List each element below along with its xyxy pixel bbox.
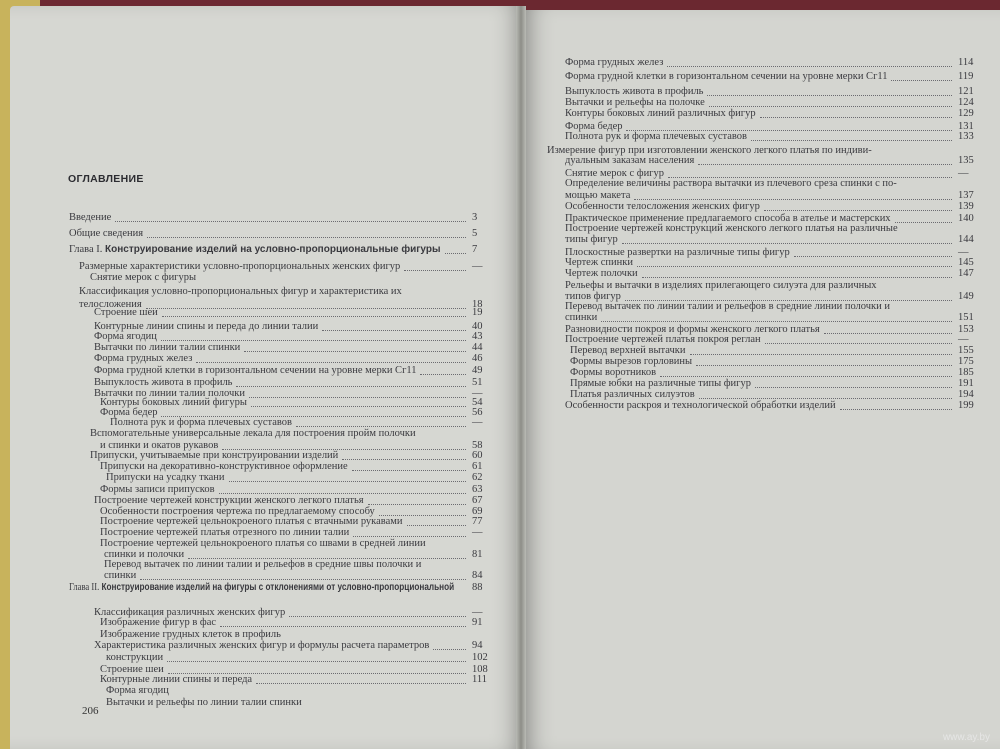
toc-entry-title: и спинки и окатов рукавов — [100, 440, 219, 451]
toc-entry — [94, 353, 192, 364]
dot-leader — [707, 94, 952, 96]
dot-leader — [690, 353, 952, 355]
dot-leader — [219, 492, 466, 494]
dot-leader — [256, 682, 466, 684]
toc-page-number: 137 — [958, 190, 974, 201]
toc-page-number: — — [472, 261, 483, 272]
toc-page-number: 133 — [958, 131, 974, 142]
toc-entry — [565, 131, 747, 142]
toc-entry-title: Особенности раскроя и технологической обработки изделий — [565, 400, 836, 411]
toc-entry — [104, 570, 136, 581]
toc-page-number: 145 — [958, 257, 974, 268]
toc-page-number: 61 — [472, 461, 483, 472]
toc-entry — [570, 367, 656, 378]
dot-leader — [404, 269, 466, 271]
toc-entry-title: Выпуклость живота в профиль — [94, 377, 233, 388]
toc-entry-title: Практическое применение предлагаемого способа в ателье и мастерских — [565, 213, 891, 224]
dot-leader — [445, 252, 466, 254]
toc-page-number: 94 — [472, 640, 483, 651]
toc-entry-title: Особенности построения чертежа по предлагаемому способу — [100, 506, 375, 517]
dot-leader — [162, 315, 466, 317]
dot-leader — [222, 448, 466, 450]
toc-page-number: 124 — [958, 97, 974, 108]
toc-entry — [565, 400, 836, 411]
dot-leader — [244, 350, 466, 352]
toc-entry-title: Полнота рук и форма плечевых суставов — [565, 131, 747, 142]
toc-entry-title: дуальным заказам населения — [565, 155, 695, 166]
toc-entry — [94, 342, 240, 353]
dot-leader — [765, 342, 952, 344]
toc-page-number: 153 — [958, 324, 974, 335]
dot-leader — [895, 221, 952, 223]
dot-leader — [764, 209, 952, 211]
toc-page-number: 91 — [472, 617, 483, 628]
toc-entry-title: Выпуклость живота в профиль — [565, 86, 704, 97]
toc-entry — [100, 617, 216, 628]
toc-entry — [565, 57, 663, 68]
toc-entry — [565, 190, 630, 201]
toc-page-number: 135 — [958, 155, 974, 166]
toc-entry — [100, 461, 348, 472]
toc-page-number: — — [958, 334, 969, 345]
dot-leader — [625, 299, 952, 301]
toc-entry — [90, 450, 338, 461]
toc-entry-title: Форма грудной клетки в горизонтальном сечении на уровне мерки Сг11 — [94, 365, 417, 376]
toc-entry — [565, 155, 694, 166]
dot-leader — [751, 139, 952, 141]
toc-page-number: 62 — [472, 472, 483, 483]
toc-page-number: 119 — [958, 71, 974, 82]
toc-page-number: 3 — [472, 212, 478, 223]
toc-entry — [570, 345, 686, 356]
dot-leader — [161, 415, 466, 417]
toc-entry — [106, 697, 302, 708]
dot-leader — [220, 625, 466, 627]
dot-leader — [660, 375, 952, 377]
dot-leader — [146, 307, 466, 309]
dot-leader — [709, 105, 952, 107]
toc-page-number: 77 — [472, 516, 483, 527]
dot-leader — [667, 65, 952, 67]
toc-entry-title: Классификация условно-пропорциональных фигур и характеристика их — [79, 286, 402, 297]
toc-page-number: 81 — [472, 549, 483, 560]
toc-entry — [106, 685, 169, 696]
toc-entry — [100, 527, 349, 538]
dot-leader — [601, 320, 952, 322]
toc-entry-title: Определение величины раствора вытачки из плечевого среза спинки с по- — [565, 178, 897, 189]
toc-entry-title: Плоскостные развертки на различные типы фигур — [565, 247, 790, 258]
toc-page-number: — — [472, 417, 483, 428]
toc-entry-title: Общие сведения — [69, 228, 144, 239]
toc-entry-title: Измерение фигур при изготовлении женского легкого платья по индиви- — [547, 145, 872, 156]
toc-entry-title: Введение — [69, 212, 112, 223]
toc-entry-title: Перевод вытачек по линии талии и рельефов в средние линии полочки и — [565, 301, 891, 312]
toc-entry — [565, 268, 638, 279]
toc-entry-title: Чертеж спинки — [565, 257, 633, 268]
dot-leader — [760, 116, 952, 118]
dot-leader — [229, 480, 466, 482]
dot-leader — [891, 79, 952, 81]
toc-entry — [565, 301, 890, 312]
toc-page-number: 54 — [472, 397, 483, 408]
toc-entry — [90, 428, 416, 439]
toc-entry — [100, 516, 403, 527]
toc-entry — [565, 234, 618, 245]
dot-leader — [168, 672, 466, 674]
book-spine — [516, 6, 526, 749]
toc-entry-title: Полнота рук и форма плечевых суставов — [110, 417, 292, 428]
toc-page-number: 56 — [472, 407, 483, 418]
dot-leader — [353, 535, 466, 537]
toc-entry-title: Строение шеи — [100, 664, 164, 675]
toc-entry-title: Форма бедер — [565, 121, 623, 132]
toc-page-number: 151 — [958, 312, 974, 323]
toc-page-number: 102 — [472, 652, 488, 663]
toc-entry-title: Вытачки и рельефы на полочке — [565, 97, 705, 108]
toc-entry-title: Припуски, учитываемые при конструировании изделий — [90, 450, 339, 461]
toc-page-number: — — [472, 388, 483, 399]
toc-page-number: 88 — [472, 582, 483, 593]
toc-entry — [69, 582, 454, 593]
toc-entry-title: Снятие мерок с фигуры — [90, 272, 197, 283]
toc-page-number: 147 — [958, 268, 974, 279]
toc-entry-title: спинки — [565, 312, 598, 323]
chapter-title: Конструирование изделий на условно-пропорциональные фигуры — [105, 244, 441, 255]
toc-page-number: 49 — [472, 365, 483, 376]
toc-entry — [565, 97, 705, 108]
toc-entry-title: Снятие мерок с фигур — [565, 168, 664, 179]
toc-entry — [565, 201, 760, 212]
toc-entry — [69, 228, 143, 239]
toc-entry — [69, 244, 441, 255]
toc-page-number: 108 — [472, 664, 488, 675]
toc-entry — [565, 334, 761, 345]
toc-page-number: — — [472, 607, 483, 618]
toc-entry-title: Перевод вытачек по линии талии и рельефов в средние швы полочки и — [104, 559, 422, 570]
dot-leader — [420, 373, 466, 375]
dot-leader — [251, 405, 466, 407]
toc-page-number: 185 — [958, 367, 974, 378]
toc-page-number: — — [958, 168, 969, 179]
toc-page-number: 144 — [958, 234, 974, 245]
toc-entry — [94, 495, 364, 506]
toc-page-number: 114 — [958, 57, 974, 68]
dot-leader — [289, 615, 466, 617]
dot-leader — [696, 364, 952, 366]
dot-leader — [236, 385, 466, 387]
toc-entry — [100, 674, 252, 685]
toc-page-number: 175 — [958, 356, 974, 367]
toc-entry-title: Контуры боковых линий фигуры — [100, 397, 247, 408]
toc-page-number: 67 — [472, 495, 483, 506]
dot-leader — [634, 198, 952, 200]
toc-entry-title: Контуры боковых линий различных фигур — [565, 108, 756, 119]
page-number: 206 — [82, 705, 99, 717]
toc-entry — [570, 378, 751, 389]
toc-page-number: 63 — [472, 484, 483, 495]
toc-entry — [565, 108, 756, 119]
toc-entry-title: Разновидности покроя и формы женского легкого платья — [565, 324, 820, 335]
toc-entry-title: Прямые юбки на различные типы фигур — [570, 378, 751, 389]
dot-leader — [668, 176, 952, 178]
toc-entry-title: типов фигур — [565, 291, 621, 302]
toc-page-number: 191 — [958, 378, 974, 389]
toc-entry — [94, 377, 232, 388]
toc-page-number: 121 — [958, 86, 974, 97]
dot-leader — [249, 396, 466, 398]
toc-entry — [104, 559, 421, 570]
toc-entry — [565, 178, 897, 189]
toc-entry-title: Форма ягодиц — [106, 685, 169, 696]
dot-leader — [296, 425, 466, 427]
toc-page-number: 194 — [958, 389, 974, 400]
toc-page-number: 140 — [958, 213, 974, 224]
dot-leader — [322, 329, 466, 331]
toc-page-number: 46 — [472, 353, 483, 364]
toc-entry-title: Форма грудных желез — [94, 353, 193, 364]
toc-page-number: 51 — [472, 377, 483, 388]
chapter-title: Конструирование изделий на фигуры с отклонениями от условно-пропорциональной — [101, 582, 455, 593]
toc-entry — [106, 472, 225, 483]
toc-entry — [90, 272, 196, 283]
toc-page-number: 139 — [958, 201, 974, 212]
toc-entry-title: мощью макета — [565, 190, 631, 201]
toc-entry-title: Контурные линии спины и переда — [100, 674, 253, 685]
toc-page-number: 43 — [472, 331, 483, 342]
dot-leader — [433, 648, 466, 650]
dot-leader — [642, 276, 952, 278]
toc-entry-title: Припуски на декоративно-конструктивное оформление — [100, 461, 348, 472]
toc-page-number: 7 — [472, 244, 478, 255]
toc-entry-title: Формы воротников — [570, 367, 657, 378]
toc-entry — [100, 484, 215, 495]
toc-entry — [94, 331, 157, 342]
dot-leader — [368, 503, 466, 505]
toc-entry — [565, 223, 898, 234]
toc-entry — [100, 629, 281, 640]
dot-leader — [115, 220, 466, 222]
toc-entry-title: спинки и полочки — [104, 549, 185, 560]
toc-page-number: 60 — [472, 450, 483, 461]
toc-page-number: 129 — [958, 108, 974, 119]
toc-page-number: 58 — [472, 440, 483, 451]
toc-entry-title: Построение чертежей конструкций женского легкого платья на различные — [565, 223, 898, 234]
toc-entry-title: Вытачки по линии талии спинки — [94, 342, 241, 353]
toc-entry-title: конструкции — [106, 652, 164, 663]
toc-entry-title: телосложения — [79, 299, 142, 310]
toc-entry-title: Классификация различных женских фигур — [94, 607, 286, 618]
toc-page-number: 69 — [472, 506, 483, 517]
toc-entry-title: Контурные линии спины и переда до линии талии — [94, 321, 319, 332]
toc-entry-title: Форма ягодиц — [94, 331, 157, 342]
dot-leader — [352, 469, 466, 471]
toc-entry-title: Припуски на усадку ткани — [106, 472, 225, 483]
toc-entry-title: Глава II. — [69, 582, 102, 593]
toc-page-number: 155 — [958, 345, 974, 356]
toc-entry-title: Форма бедер — [100, 407, 158, 418]
toc-page-number: 199 — [958, 400, 974, 411]
toc-entry — [94, 640, 429, 651]
dot-leader — [140, 578, 466, 580]
toc-entry — [565, 280, 877, 291]
toc-page-number: 149 — [958, 291, 974, 302]
toc-page-number: 18 — [472, 299, 483, 310]
dot-leader — [699, 397, 952, 399]
toc-page-number: 19 — [472, 307, 483, 318]
dot-leader — [161, 339, 466, 341]
toc-entry — [100, 538, 426, 549]
dot-leader — [342, 458, 466, 460]
toc-entry-title: Форма грудной клетки в горизонтальном сечении на уровне мерки Сг11 — [565, 71, 888, 82]
dot-leader — [196, 361, 466, 363]
dot-leader — [637, 265, 952, 267]
dot-leader — [698, 163, 952, 165]
dot-leader — [622, 242, 952, 244]
dot-leader — [755, 386, 952, 388]
toc-page-number: 111 — [472, 674, 487, 685]
toc-entry-title: Вытачки и рельефы по линии талии спинки — [106, 697, 302, 708]
toc-entry-title: Построение чертежей конструкции женского легкого платья — [94, 495, 364, 506]
toc-page-number: — — [472, 527, 483, 538]
toc-entry-title: типы фигур — [565, 234, 618, 245]
dot-leader — [626, 129, 952, 131]
toc-entry — [94, 365, 416, 376]
dot-leader — [840, 408, 952, 410]
dot-leader — [379, 514, 466, 516]
toc-entry — [570, 389, 695, 400]
toc-entry-title: Перевод верхней вытачки — [570, 345, 686, 356]
dot-leader — [407, 524, 466, 526]
toc-entry — [110, 417, 292, 428]
toc-entry-title: Чертеж полочки — [565, 268, 638, 279]
toc-entry-title: Изображение фигур в фас — [100, 617, 217, 628]
dot-leader — [167, 660, 466, 662]
toc-entry — [570, 356, 692, 367]
toc-page-number: 40 — [472, 321, 483, 332]
toc-entry-title: Формы записи припусков — [100, 484, 215, 495]
toc-entry — [79, 261, 400, 272]
toc-heading: ОГЛАВЛЕНИЕ — [68, 173, 144, 185]
toc-entry — [565, 312, 597, 323]
toc-entry-title: Форма грудных желез — [565, 57, 664, 68]
toc-entry-title: Особенности телосложения женских фигур — [565, 201, 760, 212]
toc-page-number: 84 — [472, 570, 483, 581]
toc-entry-title: Рельефы и вытачки в изделиях прилегающего силуэта для различных — [565, 280, 877, 291]
toc-entry-title: Строение шеи — [94, 307, 158, 318]
toc-page-number: 44 — [472, 342, 483, 353]
toc-entry — [565, 86, 703, 97]
toc-entry-title: Характеристика различных женских фигур и формулы расчета параметров — [94, 640, 430, 651]
toc-entry — [565, 71, 887, 82]
toc-entry — [565, 257, 633, 268]
toc-page-number: — — [958, 247, 969, 258]
toc-entry — [106, 652, 163, 663]
toc-entry-title: Платья различных силуэтов — [570, 389, 695, 400]
toc-entry — [79, 286, 402, 297]
toc-entry-title: Вытачки по линии талии полочки — [94, 388, 245, 399]
dot-leader — [794, 255, 952, 257]
toc-entry-title: Размерные характеристики условно-пропорциональных женских фигур — [79, 261, 401, 272]
toc-page-number: 5 — [472, 228, 478, 239]
toc-entry-title: Вспомогательные универсальные лекала для построения пройм полочки — [90, 428, 416, 439]
toc-page-number: 131 — [958, 121, 974, 132]
toc-entry-title: Формы вырезов горловины — [570, 356, 693, 367]
toc-entry-title: спинки — [104, 570, 137, 581]
toc-entry-title: Построение чертежей цельнокроеного платья со швами в средней линии — [100, 538, 426, 549]
watermark: www.ay.by — [942, 732, 990, 743]
toc-entry-title: Построение чертежей платья отрезного по линии талии — [100, 527, 350, 538]
toc-entry-title: Построение чертежей цельнокроеного платья с втачными рукавами — [100, 516, 403, 527]
dot-leader — [188, 557, 466, 559]
dot-leader — [147, 236, 466, 238]
toc-entry-title: Изображение грудных клеток в профиль — [100, 629, 281, 640]
toc-entry-title: Построение чертежей платья покроя реглан — [565, 334, 761, 345]
dot-leader — [824, 332, 952, 334]
toc-entry-title: Глава I. — [69, 244, 106, 255]
toc-entry — [69, 212, 111, 223]
